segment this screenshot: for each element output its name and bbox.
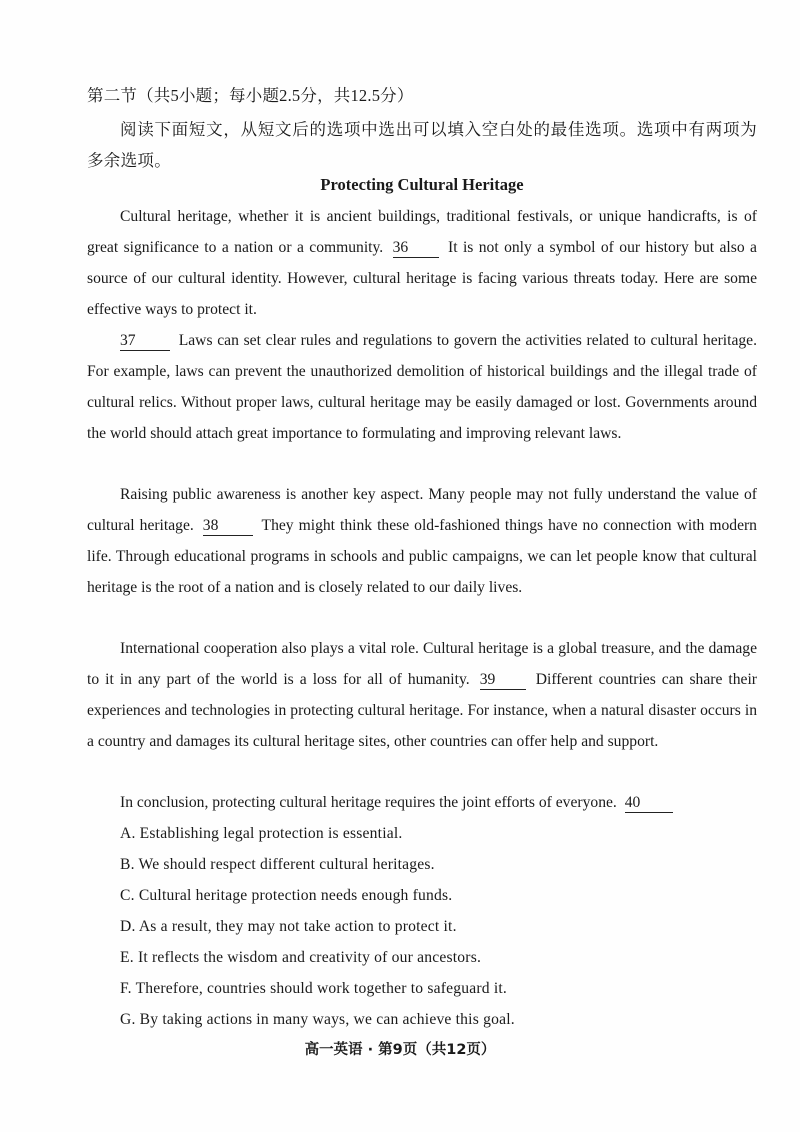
- blank-40[interactable]: 40: [625, 794, 673, 813]
- blank-39[interactable]: 39: [480, 671, 526, 690]
- section-instruction: 阅读下面短文，从短文后的选项中选出可以填入空白处的最佳选项。选项中有两项为多余选项。: [87, 120, 757, 170]
- paragraph-text: Different countries can share their experiences and technologies in protecting cultural heritage. For instance, when a natural disaster occurs in a country and damages its cultural heritage sites, other countries can offer help and support.: [87, 671, 757, 750]
- paragraph-text: Cultural heritage, whether it is ancient buildings, traditional festivals, or unique handicrafts, is of great significance to a nation or a community.: [87, 208, 757, 256]
- paragraph-5: [87, 787, 757, 818]
- paragraph-text: Laws can set clear rules and regulations to govern the activities related to cultural heritage. For example, laws can prevent the unauthorized demolition of historical buildings and the illegal trade of cultural relics. Without proper laws, cultural heritage may be easily damaged or lost. Governments around the world should attach great importance to formulating and improving relevant laws.: [87, 332, 758, 442]
- paragraph-text: In conclusion, protecting cultural heritage requires the joint efforts of everyone.: [120, 794, 617, 811]
- section-heading: 第二节（共5小题；每小题2.5分，共12.5分）: [87, 86, 414, 105]
- paragraph-text: They might think these old-fashioned things have no connection with modern life. Through educational programs in schools and public campaigns, we can let people know that cultural heritage is the root of a nation and is closely related to our daily lives.: [87, 517, 757, 596]
- option-text: Establishing legal protection is essential.: [139, 825, 403, 842]
- option-letter: F.: [120, 980, 132, 997]
- blank-38[interactable]: 38: [203, 517, 253, 536]
- option-e[interactable]: [120, 942, 515, 973]
- paragraph-text: International cooperation also plays a vital role. Cultural heritage is a global treasure, and the damage to it in any part of the world is a loss for all of humanity.: [87, 640, 757, 688]
- option-c[interactable]: [120, 880, 515, 911]
- paragraph-2: [87, 325, 757, 449]
- paragraph-1: [87, 201, 757, 325]
- option-letter: E.: [120, 949, 134, 966]
- option-text: By taking actions in many ways, we can achieve this goal.: [139, 1011, 515, 1028]
- option-text: As a result, they may not take action to protect it.: [138, 918, 457, 935]
- paragraph-4: [87, 633, 757, 757]
- option-letter: A.: [120, 825, 136, 842]
- passage-title: Protecting Cultural Heritage: [320, 175, 524, 194]
- option-letter: C.: [120, 887, 135, 904]
- paragraph-3: [87, 479, 757, 603]
- blank-36[interactable]: 36: [393, 239, 439, 258]
- option-f[interactable]: [120, 973, 515, 1004]
- page-footer: 高一英语 · 第9页（共12页）: [304, 1042, 496, 1058]
- option-letter: B.: [120, 856, 135, 873]
- option-letter: D.: [120, 918, 136, 935]
- paragraph-text: It is not only a symbol of our history but also a source of our cultural identity. However, cultural heritage is facing various threats today. Here are some effective ways to protect it.: [87, 239, 757, 318]
- option-g[interactable]: [120, 1004, 515, 1035]
- option-text: Therefore, countries should work together to safeguard it.: [135, 980, 507, 997]
- paragraph-text: Raising public awareness is another key aspect. Many people may not fully understand the value of cultural heritage.: [87, 486, 757, 534]
- answer-options: [120, 818, 515, 1035]
- option-letter: G.: [120, 1011, 136, 1028]
- option-text: It reflects the wisdom and creativity of our ancestors.: [137, 949, 482, 966]
- blank-37[interactable]: 37: [120, 332, 170, 351]
- option-a[interactable]: [120, 818, 515, 849]
- option-d[interactable]: [120, 911, 515, 942]
- option-b[interactable]: [120, 849, 515, 880]
- option-text: Cultural heritage protection needs enough funds.: [138, 887, 453, 904]
- option-text: We should respect different cultural heritages.: [138, 856, 435, 873]
